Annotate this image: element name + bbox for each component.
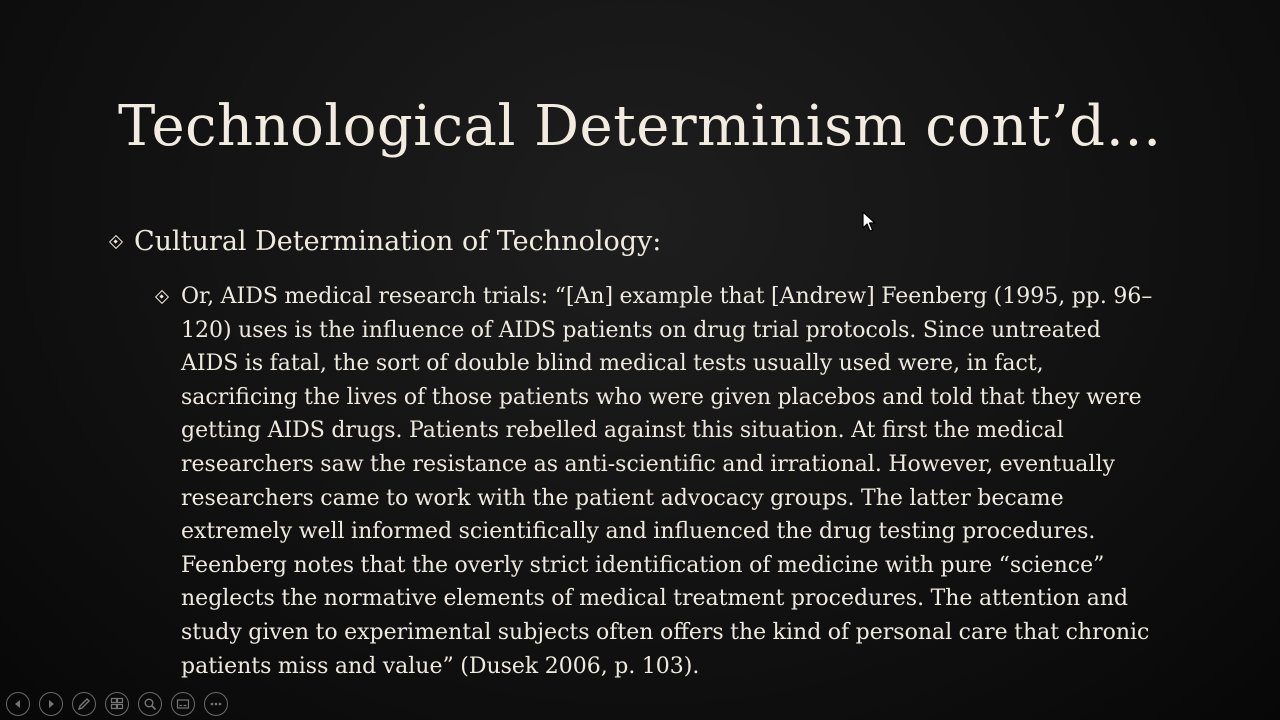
subtitles-button[interactable] (171, 692, 195, 716)
bullet-level1 (110, 226, 661, 257)
zoom-icon (143, 697, 157, 711)
mouse-pointer-icon (862, 211, 876, 233)
subtitles-icon (176, 697, 190, 711)
previous-slide-button[interactable] (6, 692, 30, 716)
pen-icon (77, 697, 91, 711)
diamond-bullet-icon (156, 291, 168, 303)
slideshow-toolbar (6, 692, 228, 716)
zoom-button[interactable] (138, 692, 162, 716)
next-slide-button[interactable] (39, 692, 63, 716)
next-slide-icon (45, 698, 57, 710)
pen-tool-button[interactable] (72, 692, 96, 716)
bullet-level2 (154, 280, 1154, 683)
see-all-slides-button[interactable] (105, 692, 129, 716)
more-options-button[interactable] (204, 692, 228, 716)
bullet-level1-text: Cultural Determination of Technology: (134, 226, 662, 257)
previous-slide-icon (12, 698, 24, 710)
diamond-bullet-icon (110, 236, 122, 248)
bullet-level2-text: Or, AIDS medical research trials: “[An] example that [Andrew] Feenberg (1995, pp. 96–120) uses is the influence of AIDS patients on drug trial protocols. Since untreated AIDS is fatal, the sort of double blind medical tests usually used were, in fact, sacrificing the lives of those patients who were given placebos and told that they were getting AIDS drugs. Patients rebelled against this situation. At first the medical researchers saw the resistance as anti-scientific and irrational. However, eventually researchers came to work with the patient advocacy groups. The latter became extremely well informed scientifically and influenced the drug testing procedures. Feenberg notes that the overly strict identification of medicine with pure “science” neglects the normative elements of medical treatment procedures. The attention and study given to experimental subjects often offers the kind of personal care that chronic patients miss and value” (Dusek 2006, p. 103). (181, 284, 1153, 679)
slide-title: Technological Determinism cont’d… (117, 94, 1163, 159)
see-all-slides-icon (110, 697, 124, 711)
more-options-icon (209, 697, 223, 711)
